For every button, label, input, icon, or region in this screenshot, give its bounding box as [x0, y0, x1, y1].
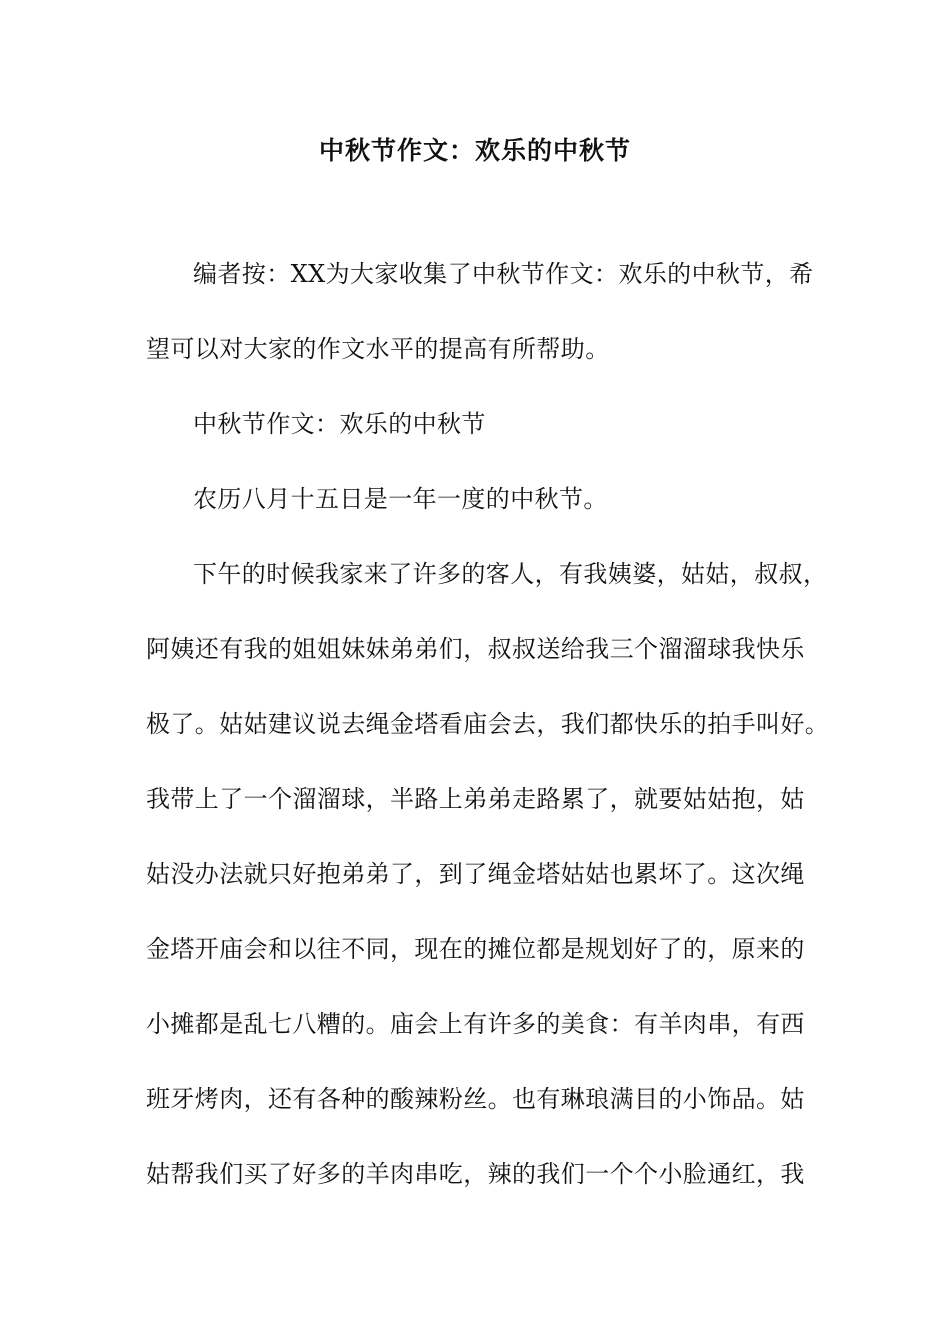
text-line: 班牙烤肉，还有各种的酸辣粉丝。也有琳琅满目的小饰品。姑 — [146, 1085, 805, 1113]
text-line: 小摊都是乱七八糟的。庙会上有许多的美食：有羊肉串，有西 — [146, 1010, 805, 1038]
text-line: 中秋节作文：欢乐的中秋节 — [193, 410, 486, 438]
document-title: 中秋节作文：欢乐的中秋节 — [318, 136, 631, 165]
text-line: 下午的时候我家来了许多的客人，有我姨婆，姑姑，叔叔， — [193, 560, 828, 588]
text-line: 望可以对大家的作文水平的提高有所帮助。 — [146, 335, 610, 363]
text-line: 阿姨还有我的姐姐妹妹弟弟们，叔叔送给我三个溜溜球我快乐 — [146, 635, 805, 663]
text-line: 我带上了一个溜溜球，半路上弟弟走路累了，就要姑姑抱，姑 — [146, 785, 805, 813]
text-line: 极了。姑姑建议说去绳金塔看庙会去，我们都快乐的拍手叫好。 — [146, 710, 830, 738]
text-line: 姑帮我们买了好多的羊肉串吃，辣的我们一个个小脸通红，我 — [146, 1160, 805, 1188]
text-line: 姑没办法就只好抱弟弟了，到了绳金塔姑姑也累坏了。这次绳 — [146, 860, 805, 888]
text-line: 金塔开庙会和以往不同，现在的摊位都是规划好了的，原来的 — [146, 935, 805, 963]
text-line: 农历八月十五日是一年一度的中秋节。 — [193, 485, 608, 513]
text-line: 编者按：XX为大家收集了中秋节作文：欢乐的中秋节，希 — [193, 260, 814, 288]
